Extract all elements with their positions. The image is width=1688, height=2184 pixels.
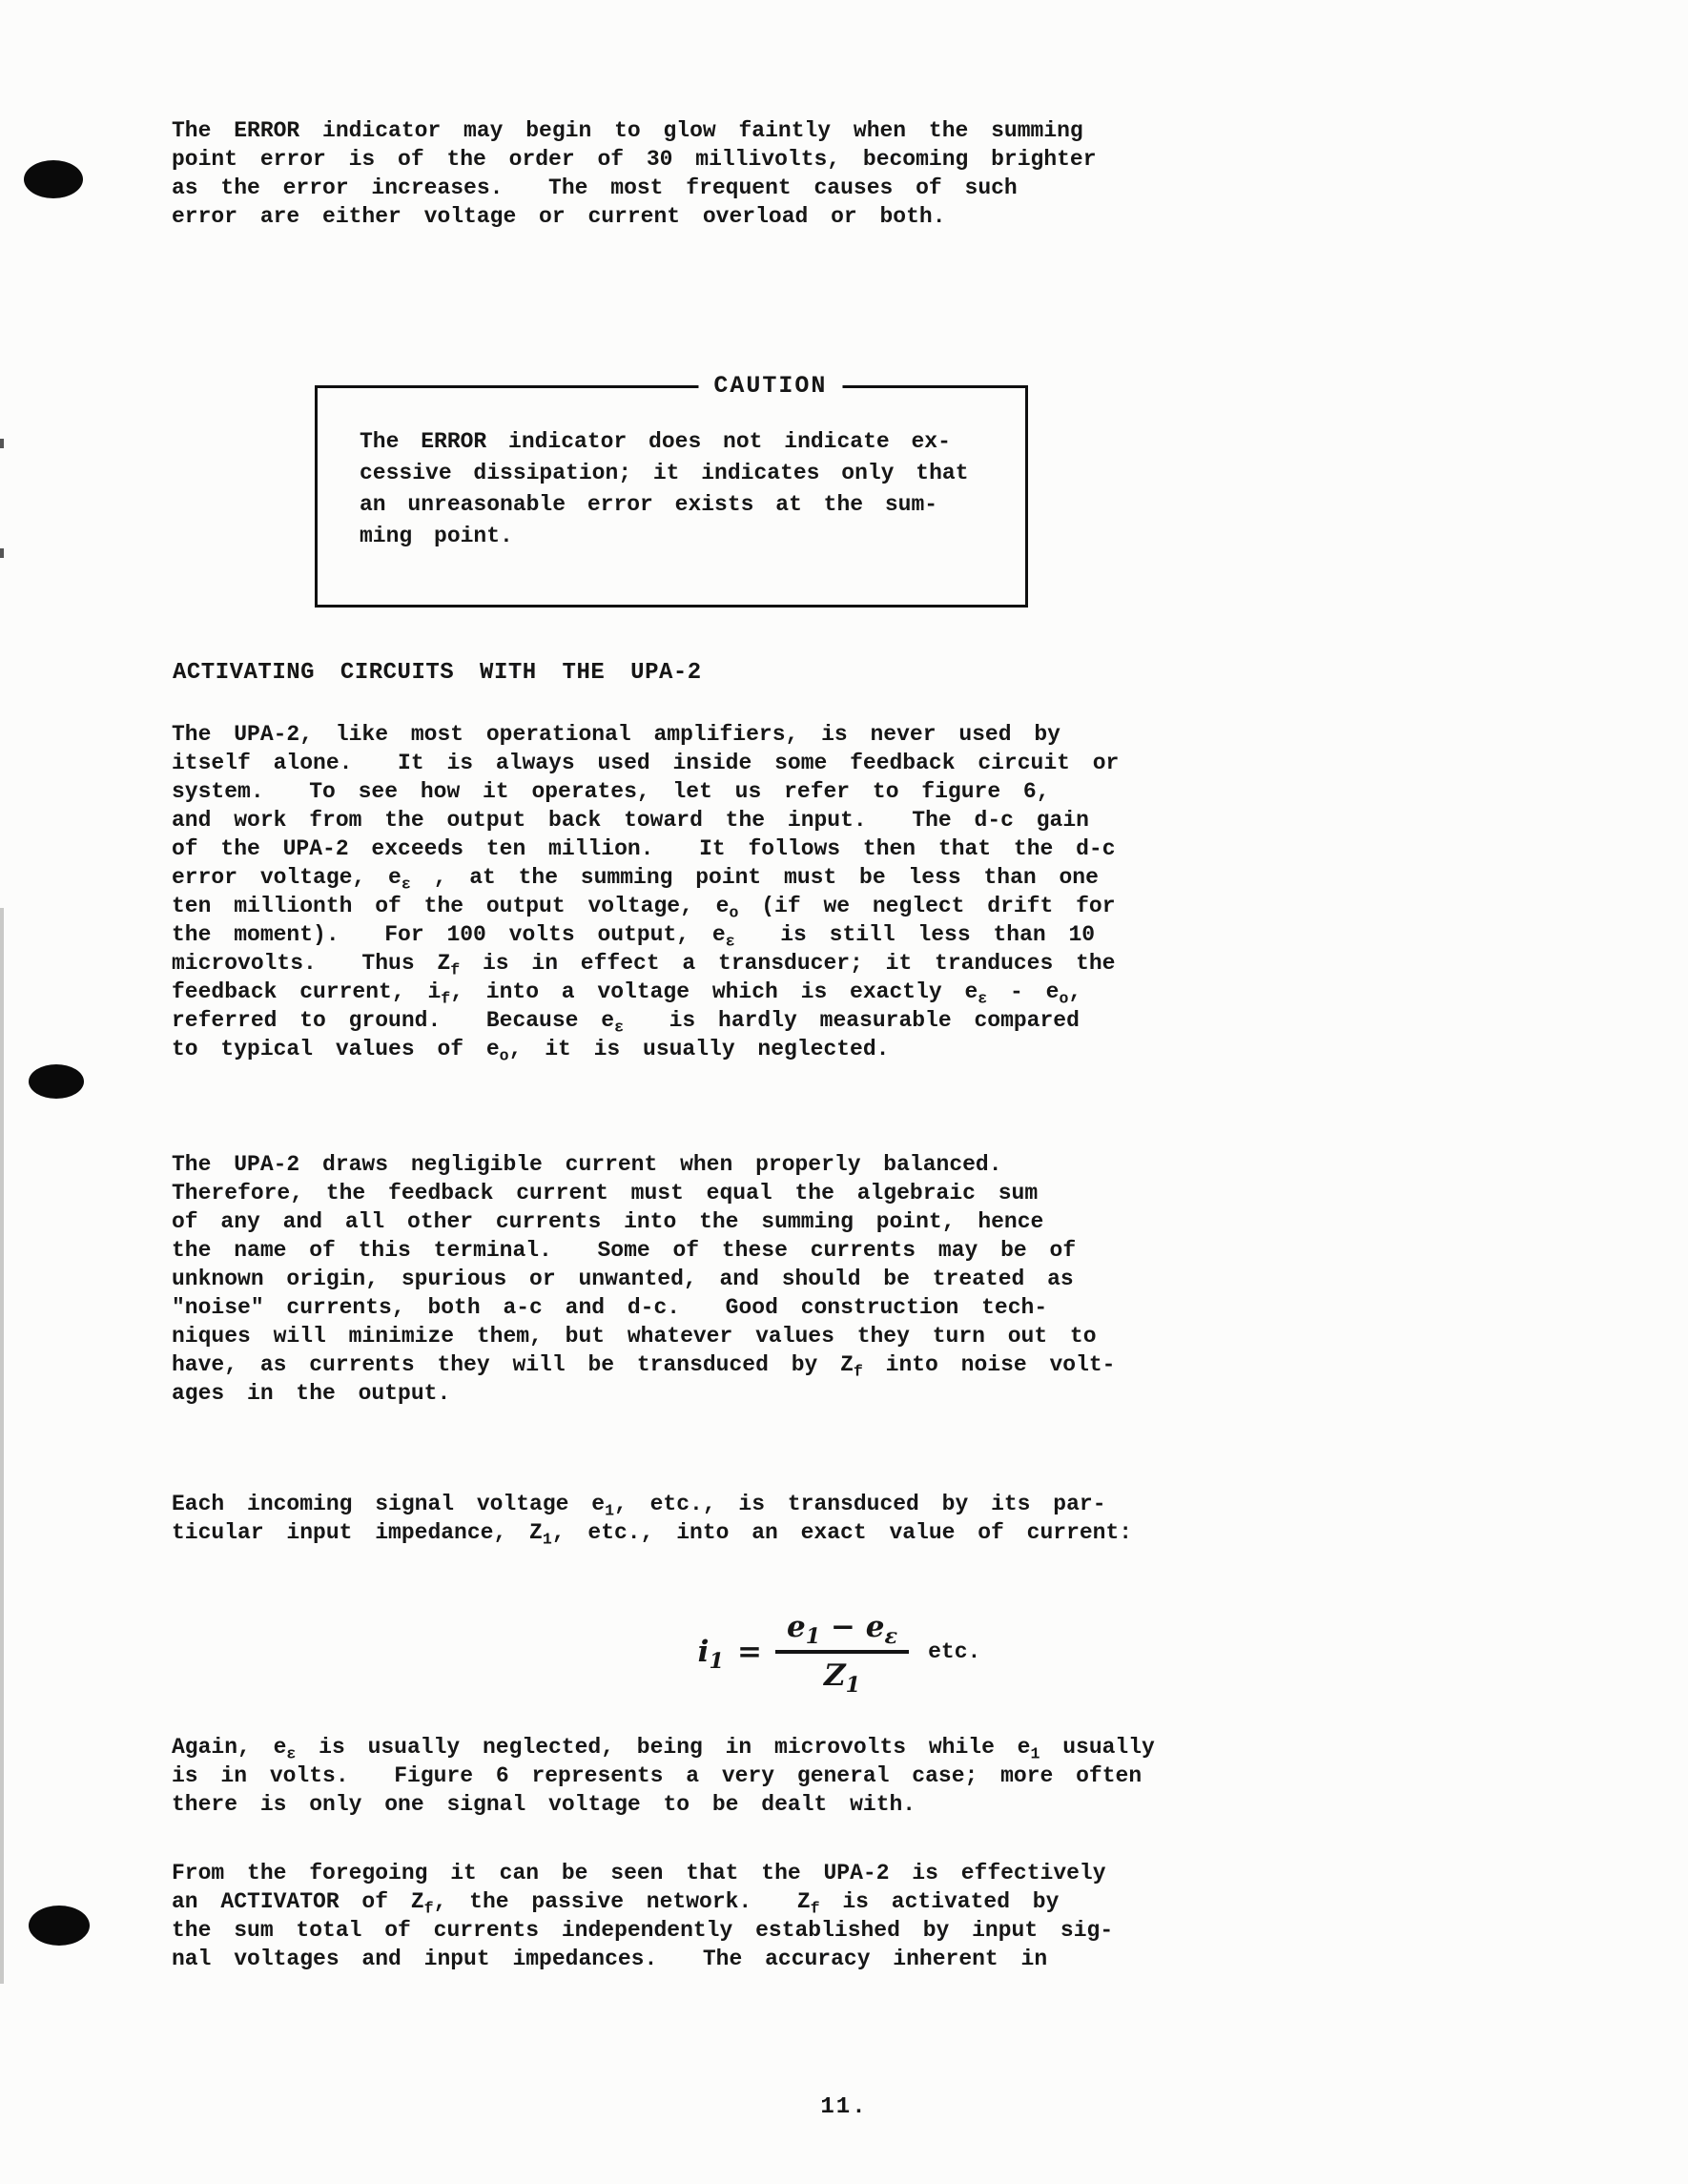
text-line: to typical values of $e_o$, it is usually neglected. [172, 1037, 890, 1065]
text-line: as the error increases. The most frequent causes of such [172, 175, 1018, 200]
text-line: ticular input impedance, $Z_1$, etc., into an exact value of current: [172, 1520, 1133, 1549]
text-line: From the foregoing it can be seen that the UPA-2 is effectively [172, 1861, 1106, 1885]
text-line: Therefore, the feedback current must equal the algebraic sum [172, 1181, 1039, 1205]
text-line: The ERROR indicator may begin to glow faintly when the summing [172, 118, 1083, 143]
text-line: ming point. [360, 524, 513, 548]
scan-artifact-mark [0, 548, 4, 558]
current-formula [591, 1610, 1087, 1699]
text-line: error are either voltage or current overload or both. [172, 204, 946, 229]
text-line: unknown origin, spurious or unwanted, and should be treated as [172, 1267, 1074, 1291]
text-line: have, as currents they will be transduced by $Z_f$ into noise volt- [172, 1352, 1116, 1381]
caution-text [318, 388, 1025, 552]
text-line: error voltage, $e_\varepsilon$ , at the summing point must be less than one [172, 865, 1099, 894]
formula-lhs: $i_1$ [697, 1634, 724, 1674]
caution-label: CAUTION [698, 372, 842, 400]
text-line: the moment). For 100 volts output, $e_\varepsilon$ is still less than 10 [172, 922, 1096, 951]
text-line: Each incoming signal voltage $e_1$, etc., is transduced by its par- [172, 1492, 1106, 1520]
text-line: of the UPA-2 exceeds ten million. It follows then that the d-c [172, 836, 1116, 861]
formula-equals-sign: = [736, 1634, 762, 1669]
text-line: an ACTIVATOR of $Z_f$, the passive network. $Z_f$ is activated by [172, 1889, 1060, 1918]
text-line: the name of this terminal. Some of these currents may be of [172, 1238, 1077, 1263]
text-line: itself alone. It is always used inside some feedback circuit or [172, 751, 1120, 775]
text-line: ages in the output. [172, 1381, 451, 1406]
paragraph-operation [172, 720, 1119, 1063]
text-line: The ERROR indicator does not indicate ex- [360, 429, 951, 454]
paragraph-signal-voltage [172, 1490, 1132, 1547]
formula-fraction [775, 1610, 909, 1699]
text-line: ten millionth of the output voltage, $e_o$ (if we neglect drift for [172, 894, 1116, 922]
formula-etc-label: etc. [928, 1638, 981, 1664]
text-line: microvolts. Thus $Z_f$ is in effect a transducer; it tranduces the [172, 951, 1116, 979]
hole-punch-dot [29, 1906, 90, 1946]
paragraph-neglect [172, 1733, 1155, 1819]
formula-numerator: $e_1 - e_\varepsilon$ [775, 1610, 909, 1654]
text-line: The UPA-2, like most operational amplifiers, is never used by [172, 722, 1060, 747]
text-line: there is only one signal voltage to be dealt with. [172, 1792, 916, 1817]
section-heading: ACTIVATING CIRCUITS WITH THE UPA-2 [173, 660, 702, 686]
page-number: 11. [820, 2094, 868, 2120]
text-line: cessive dissipation; it indicates only that [360, 461, 969, 485]
caution-box [315, 372, 1028, 608]
scan-artifact-mark [0, 439, 4, 448]
text-line: an unreasonable error exists at the sum- [360, 492, 938, 517]
text-line: niques will minimize them, but whatever values they turn out to [172, 1324, 1097, 1349]
hole-punch-dot [24, 160, 83, 198]
text-line: and work from the output back toward the input. The d-c gain [172, 808, 1089, 833]
text-line: Again, $e_\varepsilon$ is usually neglected, being in microvolts while $e_1$ usually [172, 1735, 1155, 1763]
paragraph-activator [172, 1859, 1113, 1973]
text-line: system. To see how it operates, let us refer to figure 6, [172, 779, 1050, 804]
text-line: feedback current, $i_f$, into a voltage which is exactly $e_\varepsilon - e_o$, [172, 979, 1082, 1008]
text-line: is in volts. Figure 6 represents a very general case; more often [172, 1763, 1142, 1788]
text-line: of any and all other currents into the summing point, hence [172, 1209, 1044, 1234]
text-line: the sum total of currents independently established by input sig- [172, 1918, 1114, 1943]
hole-punch-dot [29, 1064, 84, 1099]
text-line: nal voltages and input impedances. The accuracy inherent in [172, 1947, 1048, 1971]
paragraph-error-indicator [172, 116, 1097, 231]
text-line: referred to ground. Because $e_\varepsilon$ is hardly measurable compared [172, 1008, 1080, 1037]
formula-denominator: $Z_1$ [823, 1659, 861, 1699]
text-line: "noise" currents, both a-c and d-c. Good construction tech- [172, 1295, 1048, 1320]
text-line: The UPA-2 draws negligible current when properly balanced. [172, 1152, 1002, 1177]
text-line: point error is of the order of 30 millivolts, becoming brighter [172, 147, 1097, 172]
paragraph-currents [172, 1150, 1115, 1408]
scan-artifact-line [0, 908, 4, 1984]
